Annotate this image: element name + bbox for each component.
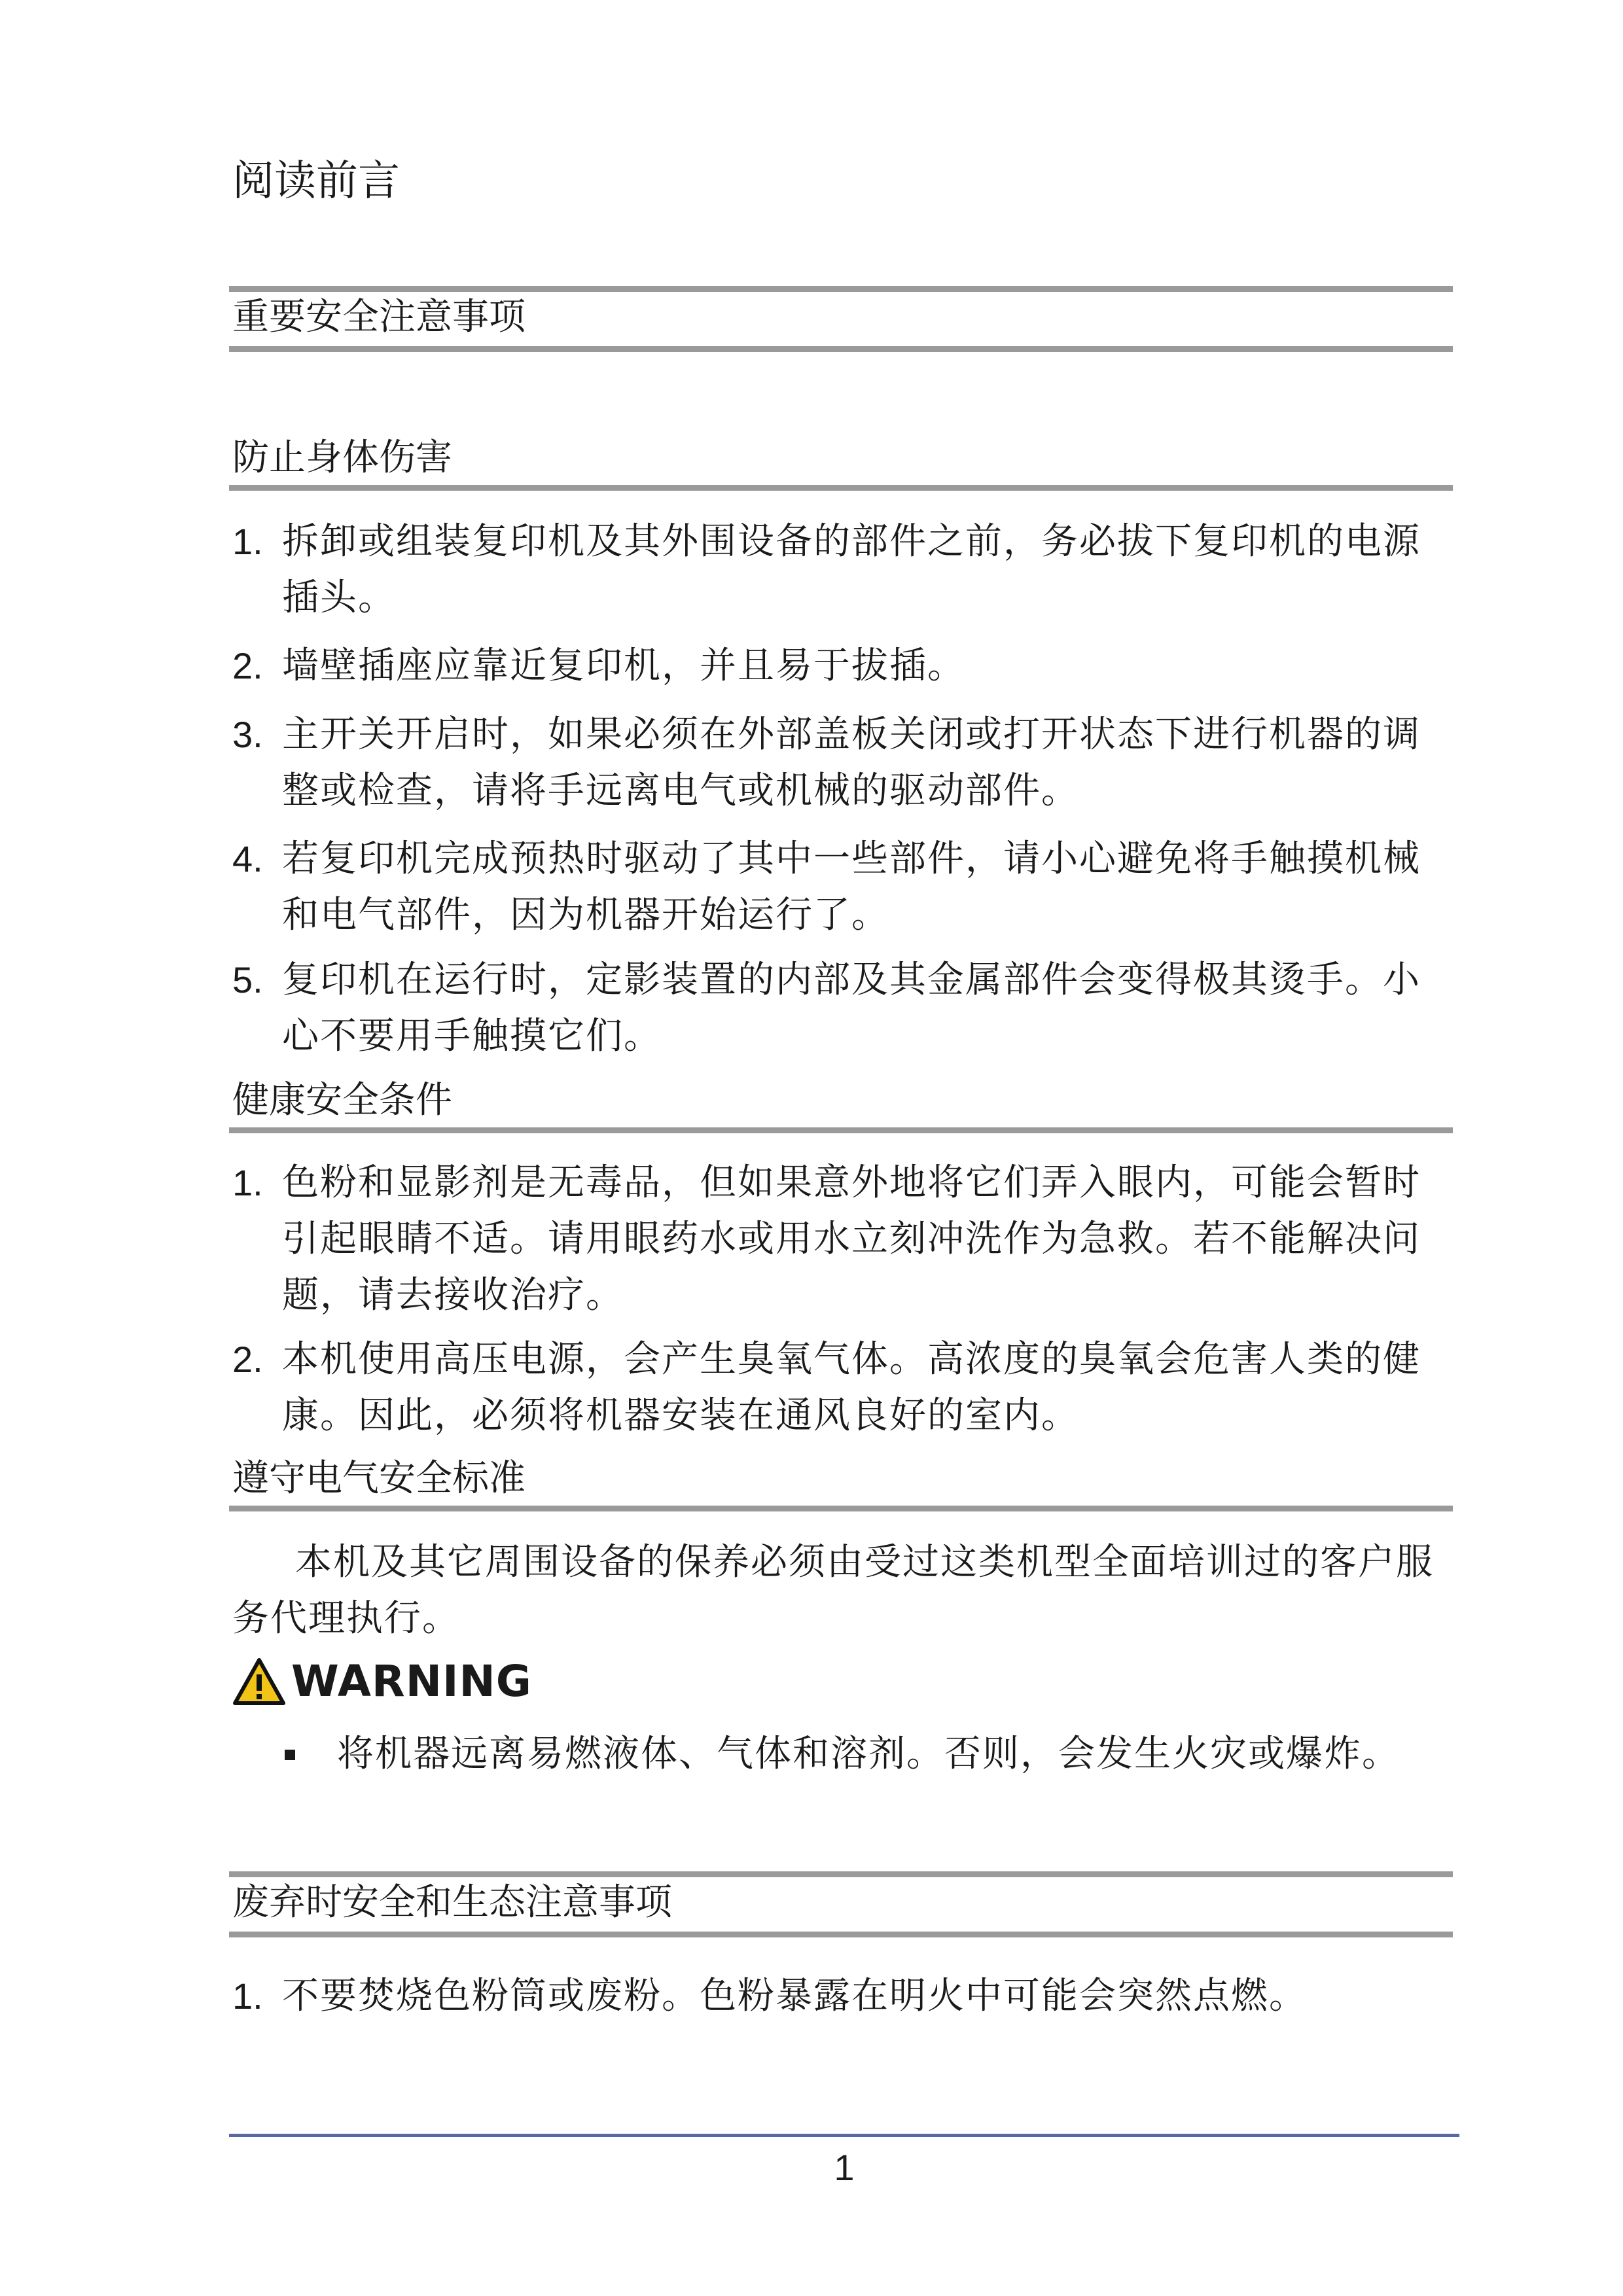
list-text: 墙壁插座应靠近复印机，并且易于拔插。 — [282, 645, 965, 687]
list-text: 本机使用高压电源，会产生臭氧气体。高浓度的臭氧会危害人类的健康。因此，必须将机器安装在通风良好的室内。 — [282, 1338, 1421, 1437]
heading-health-safety: 健康安全条件 — [232, 1079, 452, 1122]
list-number: 4. — [232, 838, 263, 879]
bullet-text: 将机器远离易燃液体、气体和溶剂。否则，会发生火灾或爆炸。 — [337, 1733, 1400, 1775]
list-text: 复印机在运行时，定影装置的内部及其金属部件会变得极其烫手。小心不要用手触摸它们。 — [282, 959, 1421, 1057]
list-item — [232, 638, 1456, 694]
footer-rule — [229, 2134, 1459, 2137]
warning-triangle-icon — [232, 1657, 286, 1706]
list-item — [232, 952, 1456, 1065]
list-text: 拆卸或组装复印机及其外围设备的部件之前，务必拔下复印机的电源插头。 — [282, 520, 1421, 619]
heading-electrical-safety: 遵守电气安全标准 — [232, 1457, 526, 1500]
list-item — [232, 1155, 1456, 1324]
list-number: 2. — [232, 1339, 263, 1380]
list-text: 不要焚烧色粉筒或废粉。色粉暴露在明火中可能会突然点燃。 — [282, 1975, 1307, 2017]
warning-label: WARNING — [291, 1656, 532, 1706]
list-number: 1. — [232, 1975, 263, 2017]
list-item — [232, 1332, 1456, 1444]
list-number: 2. — [232, 645, 263, 686]
section-heading-important-safety: 重要安全注意事项 — [232, 296, 526, 338]
heading-rule — [229, 1127, 1453, 1133]
list-number: 1. — [232, 1162, 263, 1203]
list-number: 1. — [232, 521, 263, 562]
section-rule-bottom — [229, 346, 1453, 352]
list-item — [232, 831, 1456, 944]
warning-banner — [232, 1655, 532, 1708]
list-item — [285, 1726, 1450, 1782]
section-rule-bottom — [229, 1932, 1453, 1937]
paragraph-electrical-safety: 本机及其它周围设备的保养必须由受过这类机型全面培训过的客户服务代理执行。 — [232, 1541, 1434, 1640]
page-number: 1 — [834, 2147, 855, 2188]
page-title: 阅读前言 — [232, 157, 400, 205]
list-text: 主开关开启时，如果必须在外部盖板关闭或打开状态下进行机器的调整或检查，请将手远离电气或机械的驱动部件。 — [282, 713, 1421, 812]
list-number: 5. — [232, 959, 263, 1000]
list-item — [232, 707, 1456, 819]
heading-rule — [229, 1506, 1453, 1511]
list-item — [232, 514, 1456, 626]
list-text: 色粉和显影剂是无毒品，但如果意外地将它们弄入眼内，可能会暂时引起眼睛不适。请用眼药水或用水立刻冲洗作为急救。若不能解决问题，请去接收治疗。 — [282, 1161, 1421, 1316]
section-heading-disposal: 废弃时安全和生态注意事项 — [232, 1881, 672, 1924]
bullet-square-icon — [285, 1750, 295, 1760]
heading-rule — [229, 485, 1453, 491]
list-item — [232, 1968, 1456, 2024]
list-number: 3. — [232, 714, 263, 755]
heading-personal-injury: 防止身体伤害 — [232, 436, 452, 479]
list-text: 若复印机完成预热时驱动了其中一些部件，请小心避免将手触摸机械和电气部件，因为机器开始运行了。 — [282, 838, 1421, 936]
